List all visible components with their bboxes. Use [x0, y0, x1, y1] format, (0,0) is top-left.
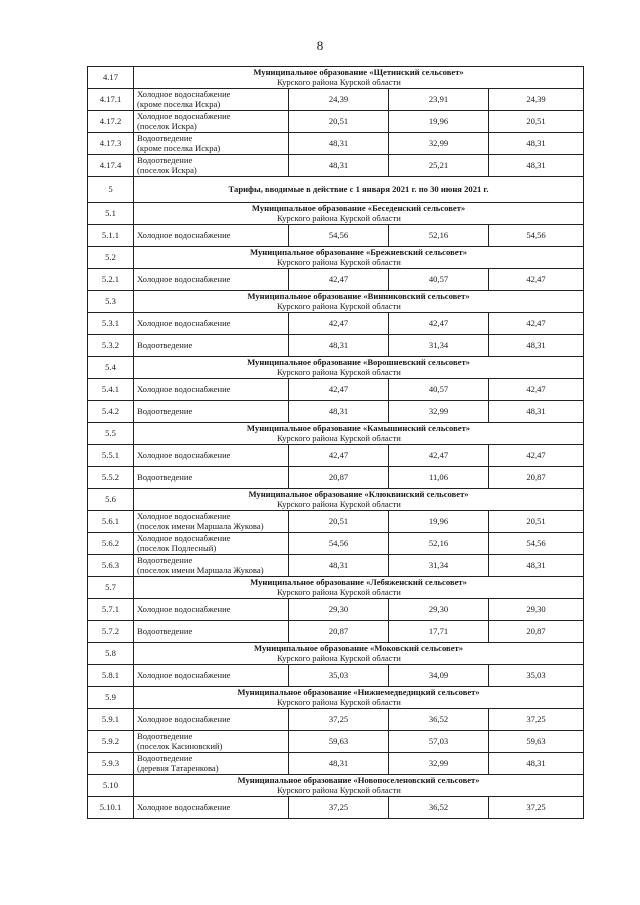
tariff-value-1: 20,51 [289, 511, 389, 533]
table-row [88, 511, 584, 533]
tariff-value-2: 31,34 [389, 555, 489, 577]
tariff-value-3: 54,56 [489, 533, 584, 555]
table-row [88, 225, 584, 247]
service-name [134, 225, 289, 247]
service-type: Холодное водоснабжение [137, 533, 231, 544]
tariff-value-3: 29,30 [489, 599, 584, 621]
service-name [134, 155, 289, 177]
section-title: Тарифы, вводимые в действие с 1 января 2021 г. по 30 июня 2021 г. [134, 177, 584, 203]
tariff-value-2: 32,99 [389, 753, 489, 775]
row-number: 5.2 [88, 247, 134, 269]
service-name [134, 533, 289, 555]
municipality-name: Муниципальное образование «Винниковский сельсовет» [247, 291, 470, 302]
table-row [88, 89, 584, 111]
table-row [88, 445, 584, 467]
tariff-value-1: 42,47 [289, 313, 389, 335]
municipality-district: Курского района Курской области [277, 696, 401, 707]
municipality-row [88, 577, 584, 599]
tariff-value-2: 40,57 [389, 379, 489, 401]
municipality-title [134, 577, 584, 599]
service-name [134, 133, 289, 155]
municipality-title [134, 247, 584, 269]
row-number: 5.1.1 [88, 225, 134, 247]
table-row [88, 665, 584, 687]
row-number: 4.17.3 [88, 133, 134, 155]
municipality-name: Муниципальное образование «Моковский сельсовет» [254, 643, 464, 654]
municipality-name: Муниципальное образование «Лебяженский сельсовет» [250, 577, 467, 588]
tariff-value-2: 32,99 [389, 401, 489, 423]
tariff-value-2: 25,21 [389, 155, 489, 177]
table-row [88, 753, 584, 775]
service-area: (поселок Подлесный) [137, 542, 217, 553]
service-type: Холодное водоснабжение [137, 449, 231, 460]
municipality-district: Курского района Курской области [277, 256, 401, 267]
municipality-title [134, 291, 584, 313]
service-name [134, 445, 289, 467]
tariff-value-3: 20,51 [489, 111, 584, 133]
service-area: (кроме поселка Искра) [137, 98, 221, 109]
service-type: Водоотведение [137, 731, 193, 742]
table-row [88, 555, 584, 577]
service-area: (кроме поселка Искра) [137, 142, 221, 153]
tariff-value-3: 20,87 [489, 621, 584, 643]
tariff-value-1: 48,31 [289, 133, 389, 155]
service-name [134, 599, 289, 621]
tariff-value-2: 57,03 [389, 731, 489, 753]
municipality-district: Курского района Курской области [277, 212, 401, 223]
service-name [134, 467, 289, 489]
page-number: 8 [316, 38, 324, 53]
service-type: Холодное водоснабжение [137, 383, 231, 394]
municipality-district: Курского района Курской области [277, 784, 401, 795]
table-row [88, 269, 584, 291]
row-number: 4.17.2 [88, 111, 134, 133]
tariff-value-3: 37,25 [489, 709, 584, 731]
tariff-value-3: 37,25 [489, 797, 584, 819]
row-number: 5.8 [88, 643, 134, 665]
tariff-value-3: 48,31 [489, 753, 584, 775]
municipality-row [88, 67, 584, 89]
service-name [134, 621, 289, 643]
tariff-value-1: 37,25 [289, 797, 389, 819]
service-type: Водоотведение [137, 339, 193, 350]
municipality-row [88, 643, 584, 665]
row-number: 5.9.1 [88, 709, 134, 731]
tariff-value-3: 59,63 [489, 731, 584, 753]
table-row [88, 401, 584, 423]
municipality-name: Муниципальное образование «Брежневский сельсовет» [249, 247, 468, 258]
tariff-value-2: 19,96 [389, 511, 489, 533]
tariff-value-1: 59,63 [289, 731, 389, 753]
tariff-value-1: 48,31 [289, 335, 389, 357]
service-type: Водоотведение [137, 133, 193, 144]
municipality-district: Курского района Курской области [277, 366, 401, 377]
row-number: 5.7.1 [88, 599, 134, 621]
service-type: Холодное водоснабжение [137, 669, 231, 680]
service-name [134, 709, 289, 731]
service-name [134, 313, 289, 335]
tariff-value-1: 48,31 [289, 555, 389, 577]
tariff-value-1: 42,47 [289, 445, 389, 467]
row-number: 5.8.1 [88, 665, 134, 687]
service-type: Холодное водоснабжение [137, 801, 231, 812]
municipality-name: Муниципальное образование «Камышинский сельсовет» [246, 423, 471, 434]
tariff-value-3: 48,31 [489, 133, 584, 155]
service-name [134, 555, 289, 577]
table-row [88, 621, 584, 643]
service-name [134, 665, 289, 687]
service-name [134, 111, 289, 133]
municipality-title [134, 423, 584, 445]
tariff-value-1: 42,47 [289, 379, 389, 401]
section-row [88, 177, 584, 203]
row-number: 5.9.2 [88, 731, 134, 753]
municipality-district: Курского района Курской области [277, 652, 401, 663]
tariff-value-1: 24,39 [289, 89, 389, 111]
tariff-value-3: 20,87 [489, 467, 584, 489]
municipality-district: Курского района Курской области [277, 586, 401, 597]
tariff-value-1: 54,56 [289, 533, 389, 555]
municipality-title [134, 489, 584, 511]
tariff-value-1: 29,30 [289, 599, 389, 621]
row-number: 5.9.3 [88, 753, 134, 775]
table-row [88, 335, 584, 357]
tariff-value-3: 54,56 [489, 225, 584, 247]
municipality-name: Муниципальное образование «Щетинский сельсовет» [253, 67, 464, 78]
municipality-name: Муниципальное образование «Ворошневский сельсовет» [247, 357, 470, 368]
service-name [134, 731, 289, 753]
service-type: Холодное водоснабжение [137, 111, 231, 122]
tariff-value-2: 31,34 [389, 335, 489, 357]
service-name [134, 797, 289, 819]
table-row [88, 155, 584, 177]
row-number: 5.5.1 [88, 445, 134, 467]
service-name [134, 401, 289, 423]
tariff-value-3: 48,31 [489, 155, 584, 177]
service-type: Холодное водоснабжение [137, 603, 231, 614]
row-number: 5.3.2 [88, 335, 134, 357]
row-number: 5.1 [88, 203, 134, 225]
service-name [134, 511, 289, 533]
municipality-title [134, 687, 584, 709]
service-type: Холодное водоснабжение [137, 317, 231, 328]
municipality-district: Курского района Курской области [277, 76, 401, 87]
table-row [88, 379, 584, 401]
row-number: 5.9 [88, 687, 134, 709]
municipality-row [88, 775, 584, 797]
municipality-district: Курского района Курской области [277, 300, 401, 311]
tariff-value-2: 17,71 [389, 621, 489, 643]
table-row [88, 797, 584, 819]
municipality-district: Курского района Курской области [277, 498, 401, 509]
tariff-value-2: 23,91 [389, 89, 489, 111]
table-row [88, 111, 584, 133]
municipality-row [88, 291, 584, 313]
service-name [134, 753, 289, 775]
row-number: 5.5.2 [88, 467, 134, 489]
service-type: Холодное водоснабжение [137, 89, 231, 100]
row-number: 5.6 [88, 489, 134, 511]
table-row [88, 709, 584, 731]
service-area: (поселок Искра) [137, 120, 197, 131]
tariff-value-1: 48,31 [289, 155, 389, 177]
municipality-row [88, 203, 584, 225]
municipality-title [134, 643, 584, 665]
row-number: 5.7.2 [88, 621, 134, 643]
municipality-title [134, 203, 584, 225]
table-row [88, 313, 584, 335]
tariff-value-2: 40,57 [389, 269, 489, 291]
row-number: 5.4 [88, 357, 134, 379]
tariff-value-2: 52,16 [389, 225, 489, 247]
row-number: 5.3 [88, 291, 134, 313]
row-number: 5.5 [88, 423, 134, 445]
tariff-value-3: 24,39 [489, 89, 584, 111]
tariff-value-3: 48,31 [489, 555, 584, 577]
row-number: 5.4.2 [88, 401, 134, 423]
municipality-title [134, 357, 584, 379]
table-row [88, 533, 584, 555]
row-number: 4.17.1 [88, 89, 134, 111]
service-area: (поселок имени Маршала Жукова) [137, 520, 264, 531]
row-number: 5.7 [88, 577, 134, 599]
tariff-value-1: 20,87 [289, 621, 389, 643]
row-number: 5.10.1 [88, 797, 134, 819]
service-name [134, 269, 289, 291]
tariff-value-3: 42,47 [489, 269, 584, 291]
tariff-value-2: 11,06 [389, 467, 489, 489]
service-type: Холодное водоснабжение [137, 229, 231, 240]
service-name [134, 379, 289, 401]
row-number: 5.6.2 [88, 533, 134, 555]
service-area: (деревня Татаренкова) [137, 762, 219, 773]
service-name [134, 335, 289, 357]
tariff-value-3: 42,47 [489, 445, 584, 467]
municipality-title [134, 775, 584, 797]
service-type: Холодное водоснабжение [137, 511, 231, 522]
tariff-value-2: 52,16 [389, 533, 489, 555]
tariff-value-2: 42,47 [389, 445, 489, 467]
row-number: 4.17 [88, 67, 134, 89]
tariff-value-2: 36,52 [389, 797, 489, 819]
tariff-value-2: 42,47 [389, 313, 489, 335]
service-type: Водоотведение [137, 405, 193, 416]
municipality-name: Муниципальное образование «Нижнемедведицкий сельсовет» [237, 687, 480, 698]
tariff-value-3: 20,51 [489, 511, 584, 533]
municipality-district: Курского района Курской области [277, 432, 401, 443]
tariff-value-3: 42,47 [489, 379, 584, 401]
tariff-table-body [88, 67, 584, 819]
service-type: Холодное водоснабжение [137, 273, 231, 284]
row-number: 5.6.1 [88, 511, 134, 533]
table-row [88, 731, 584, 753]
municipality-row [88, 357, 584, 379]
municipality-name: Муниципальное образование «Клюквинский сельсовет» [248, 489, 469, 500]
table-row [88, 467, 584, 489]
service-type: Водоотведение [137, 555, 193, 566]
service-area: (поселок имени Маршала Жукова) [137, 564, 264, 575]
service-type: Водоотведение [137, 753, 193, 764]
tariff-value-2: 32,99 [389, 133, 489, 155]
tariff-value-1: 48,31 [289, 753, 389, 775]
municipality-row [88, 489, 584, 511]
tariff-value-1: 42,47 [289, 269, 389, 291]
tariff-value-1: 20,51 [289, 111, 389, 133]
service-name [134, 89, 289, 111]
service-type: Водоотведение [137, 625, 193, 636]
tariff-value-3: 35,03 [489, 665, 584, 687]
tariff-value-1: 48,31 [289, 401, 389, 423]
tariff-value-1: 37,25 [289, 709, 389, 731]
tariff-table [87, 66, 584, 819]
tariff-value-2: 19,96 [389, 111, 489, 133]
tariff-value-1: 35,03 [289, 665, 389, 687]
service-type: Водоотведение [137, 155, 193, 166]
row-number: 5 [88, 177, 134, 203]
row-number: 5.2.1 [88, 269, 134, 291]
municipality-name: Муниципальное образование «Новопоселеновский сельсовет» [237, 775, 480, 786]
service-area: (поселок Касиновский) [137, 740, 223, 751]
municipality-row [88, 687, 584, 709]
municipality-row [88, 423, 584, 445]
service-type: Водоотведение [137, 471, 193, 482]
tariff-value-1: 54,56 [289, 225, 389, 247]
municipality-title [134, 67, 584, 89]
tariff-value-3: 42,47 [489, 313, 584, 335]
tariff-value-3: 48,31 [489, 401, 584, 423]
tariff-value-2: 36,52 [389, 709, 489, 731]
row-number: 4.17.4 [88, 155, 134, 177]
tariff-value-3: 48,31 [489, 335, 584, 357]
row-number: 5.10 [88, 775, 134, 797]
tariff-value-2: 34,09 [389, 665, 489, 687]
row-number: 5.6.3 [88, 555, 134, 577]
service-type: Холодное водоснабжение [137, 713, 231, 724]
tariff-value-1: 20,87 [289, 467, 389, 489]
tariff-value-2: 29,30 [389, 599, 489, 621]
municipality-name: Муниципальное образование «Беседенский сельсовет» [251, 203, 466, 214]
municipality-row [88, 247, 584, 269]
service-area: (поселок Искра) [137, 164, 197, 175]
table-row [88, 133, 584, 155]
row-number: 5.4.1 [88, 379, 134, 401]
table-row [88, 599, 584, 621]
row-number: 5.3.1 [88, 313, 134, 335]
